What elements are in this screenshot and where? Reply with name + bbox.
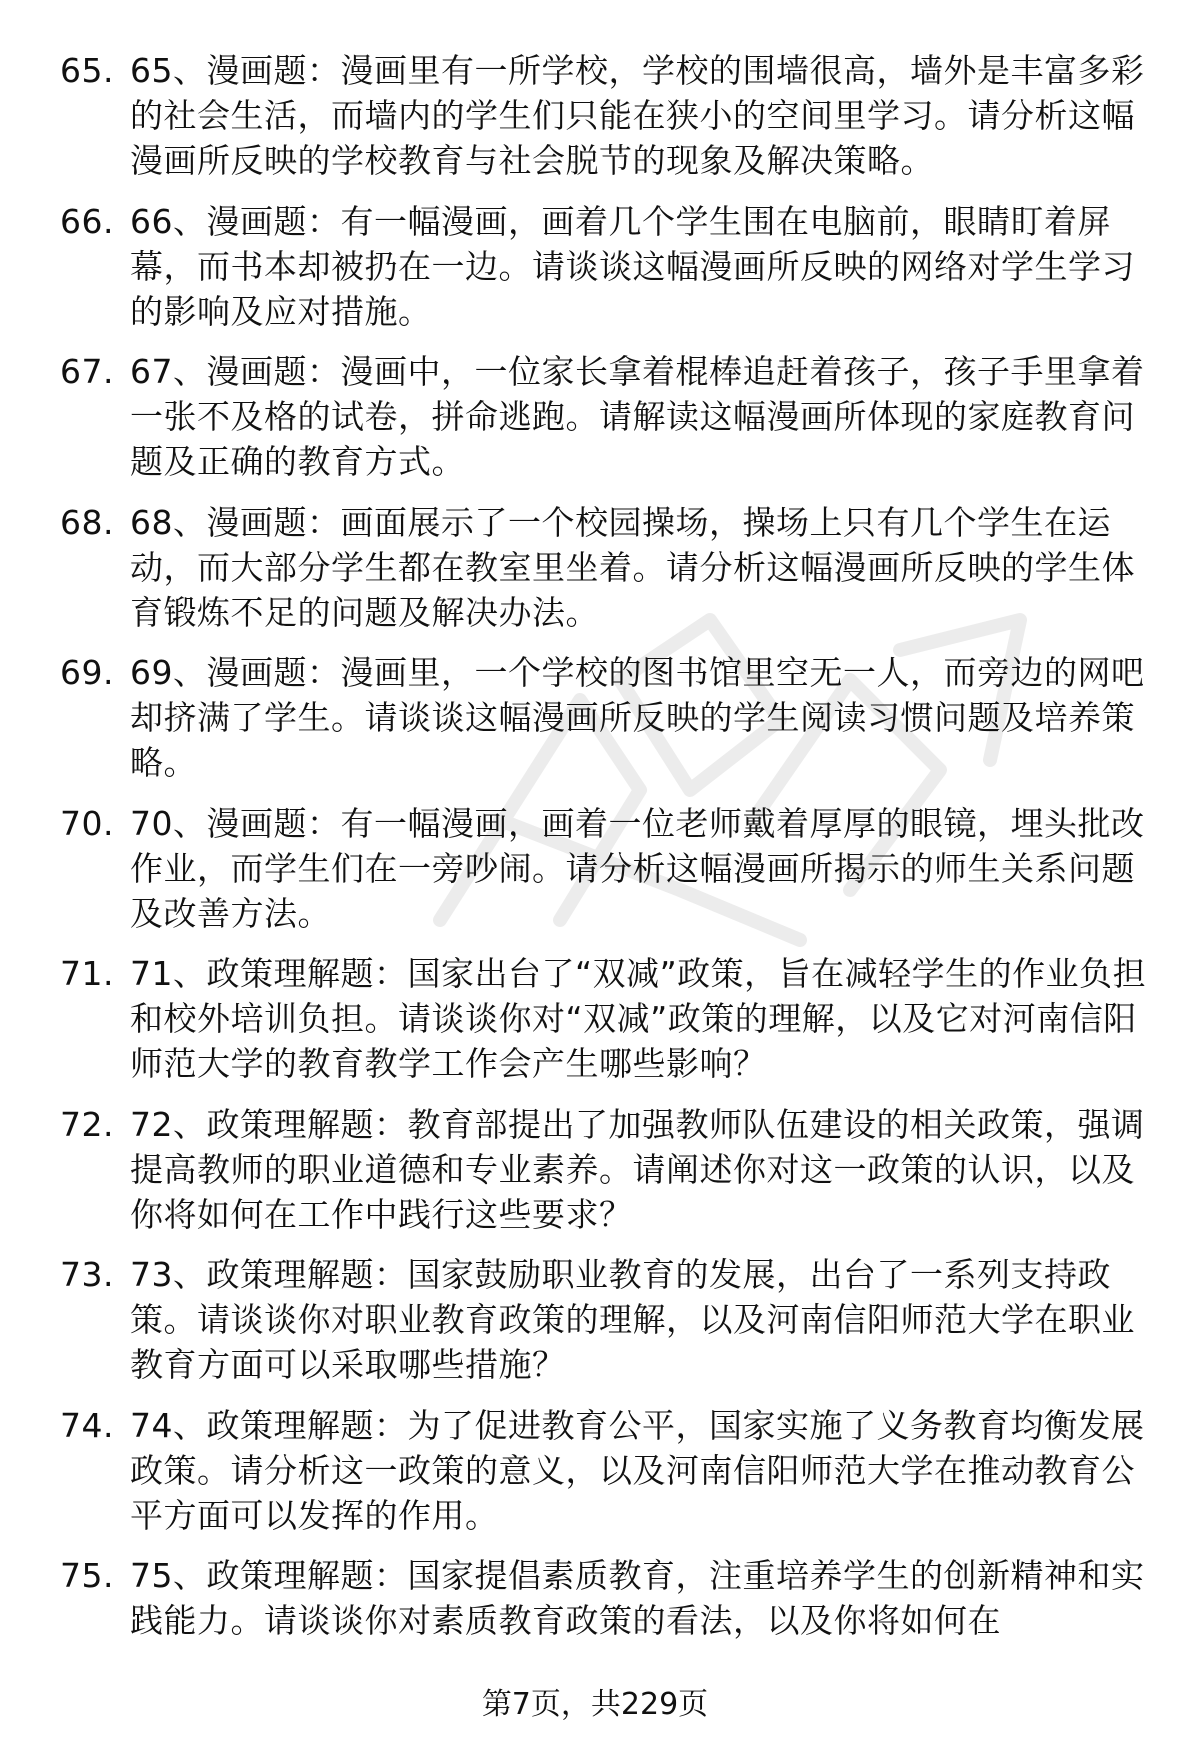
question-item-69 — [60, 650, 1150, 785]
question-number: 73. — [60, 1255, 114, 1294]
question-item-72 — [60, 1102, 1150, 1237]
question-number: 67. — [60, 352, 114, 391]
question-number: 70. — [60, 803, 114, 843]
question-number: 65. — [60, 51, 114, 90]
question-number: 74. — [60, 1405, 114, 1445]
question-text: 69、漫画题：漫画里，一个学校的图书馆里空无一人，而旁边的网吧却挤满了学生。请谈谈这幅漫画所反映的学生阅读习惯问题及培养策略。 — [130, 653, 1145, 782]
question-text: 66、漫画题：有一幅漫画，画着几个学生围在电脑前，眼睛盯着屏幕，而书本却被扔在一边。请谈谈这幅漫画所反映的网络对学生学习的影响及应对措施。 — [130, 201, 1135, 331]
question-item-65 — [60, 48, 1150, 183]
page-number-label: 第7页，共229页 — [481, 1687, 709, 1722]
question-item-67 — [60, 349, 1150, 484]
question-text: 73、政策理解题：国家鼓励职业教育的发展，出台了一系列支持政策。请谈谈你对职业教育政策的理解，以及河南信阳师范大学在职业教育方面可以采取哪些措施？ — [130, 1255, 1135, 1384]
page-footer — [0, 1685, 1190, 1725]
question-text: 65、漫画题：漫画里有一所学校，学校的围墙很高，墙外是丰富多彩的社会生活，而墙内的学生们只能在狭小的空间里学习。请分析这幅漫画所反映的学校教育与社会脱节的现象及解决策略。 — [130, 51, 1145, 180]
question-text: 67、漫画题：漫画中，一位家长拿着棍棒追赶着孩子，孩子手里拿着一张不及格的试卷，拼命逃跑。请解读这幅漫画所体现的家庭教育问题及正确的教育方式。 — [130, 352, 1145, 481]
question-number: 66. — [60, 201, 114, 241]
question-number: 69. — [60, 653, 114, 692]
question-item-75 — [60, 1553, 1150, 1643]
question-item-70 — [60, 801, 1150, 936]
question-text: 72、政策理解题：教育部提出了加强教师队伍建设的相关政策，强调提高教师的职业道德和专业素养。请阐述你对这一政策的认识，以及你将如何在工作中践行这些要求？ — [130, 1104, 1145, 1234]
question-item-66 — [60, 199, 1150, 334]
question-item-68 — [60, 500, 1150, 635]
question-text: 74、政策理解题：为了促进教育公平，国家实施了义务教育均衡发展政策。请分析这一政策的意义，以及河南信阳师范大学在推动教育公平方面可以发挥的作用。 — [130, 1405, 1145, 1535]
question-list — [60, 48, 1150, 1659]
question-number: 72. — [60, 1104, 114, 1144]
question-item-74 — [60, 1403, 1150, 1538]
question-text: 68、漫画题：画面展示了一个校园操场，操场上只有几个学生在运动，而大部分学生都在教室里坐着。请分析这幅漫画所反映的学生体育锻炼不足的问题及解决办法。 — [130, 502, 1135, 632]
question-number: 71. — [60, 954, 114, 993]
question-text: 71、政策理解题：国家出台了“双减”政策，旨在减轻学生的作业负担和校外培训负担。请谈谈你对“双减”政策的理解，以及它对河南信阳师范大学的教育教学工作会产生哪些影响？ — [130, 954, 1147, 1083]
question-text: 70、漫画题：有一幅漫画，画着一位老师戴着厚厚的眼镜，埋头批改作业，而学生们在一旁吵闹。请分析这幅漫画所揭示的师生关系问题及改善方法。 — [130, 803, 1145, 933]
question-number: 75. — [60, 1556, 114, 1595]
question-item-73 — [60, 1252, 1150, 1387]
question-text: 75、政策理解题：国家提倡素质教育，注重培养学生的创新精神和实践能力。请谈谈你对素质教育政策的看法，以及你将如何在 — [130, 1556, 1145, 1640]
question-item-71 — [60, 951, 1150, 1086]
question-number: 68. — [60, 502, 114, 542]
